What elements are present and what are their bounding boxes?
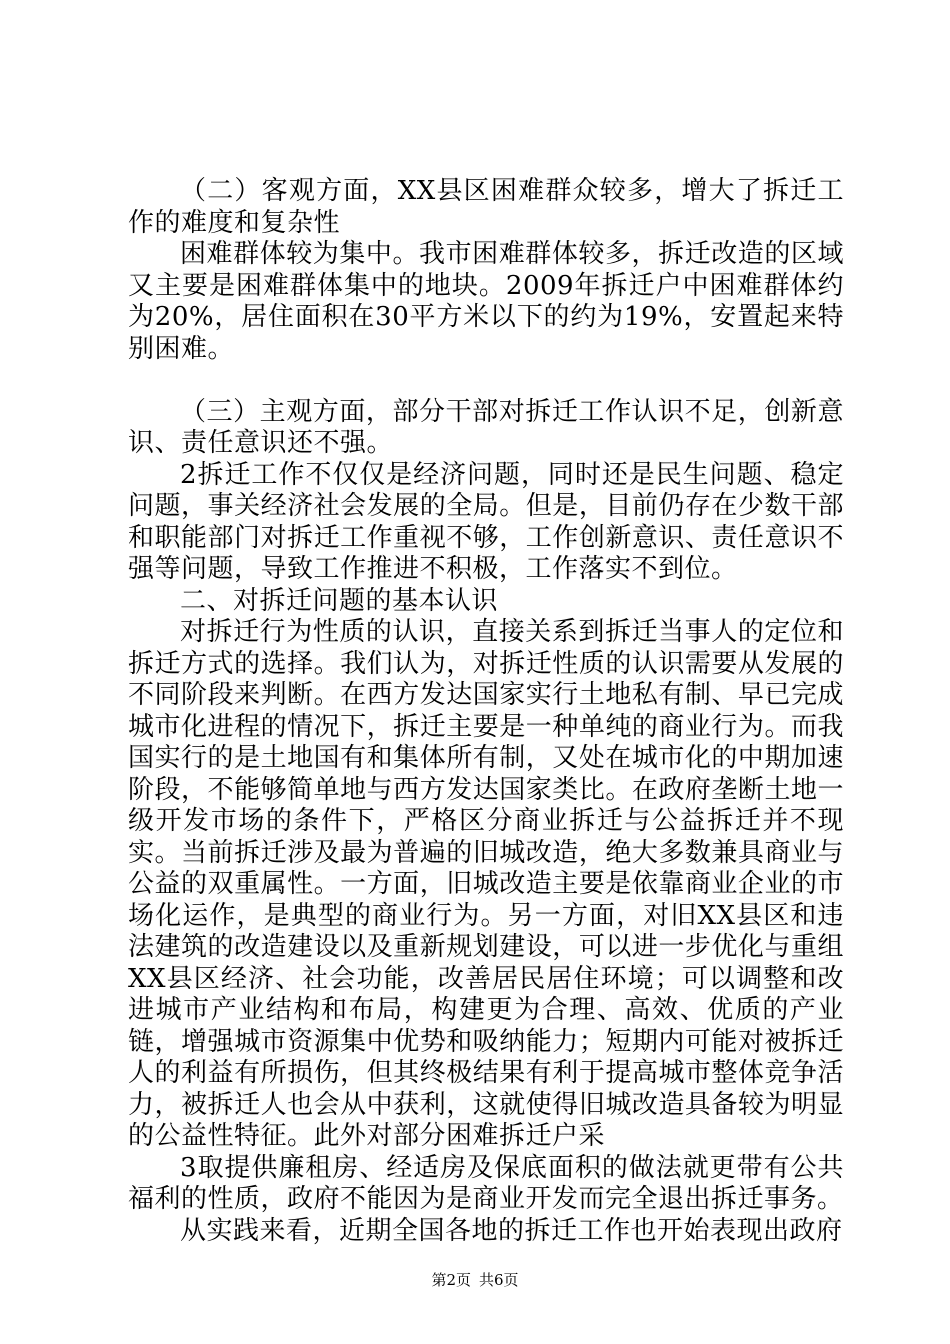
- paragraph-public-welfare: 3取提供廉租房、经适房及保底面积的做法就更带有公共福利的性质，政府不能因为是商业开发而完全退出拆迁事务。: [128, 1152, 844, 1214]
- paragraph-livelihood: 2拆迁工作不仅仅是经济问题，同时还是民生问题、稳定问题，事关经济社会发展的全局。但是，目前仍存在少数干部和职能部门对拆迁工作重视不够，工作创新意识、责任意识不强等问题，导致工作推进不积极，工作落实不到位。: [128, 459, 844, 584]
- page-footer: [0, 1270, 950, 1290]
- document-body: [128, 176, 844, 1247]
- page-total: 共6页: [479, 1271, 519, 1289]
- page-number: 第2页: [431, 1271, 471, 1289]
- paragraph-objective-heading: （二）客观方面，XX县区困难群众较多，增大了拆迁工作的难度和复杂性: [128, 176, 844, 238]
- paragraph-practice: 从实践来看，近期全国各地的拆迁工作也开始表现出政府: [180, 1215, 843, 1246]
- paragraph-difficult-groups: 困难群体较为集中。我市困难群体较多，拆迁改造的区域又主要是困难群体集中的地块。2009年拆迁户中困难群体约为20%，居住面积在30平方米以下的约为19%，安置起来特别困难。: [128, 239, 844, 364]
- paragraph-subjective-heading: （三）主观方面，部分干部对拆迁工作认识不足，创新意识、责任意识还不强。: [128, 396, 844, 458]
- paragraph-nature-of-demolition: 对拆迁行为性质的认识，直接关系到拆迁当事人的定位和拆迁方式的选择。我们认为，对拆迁性质的认识需要从发展的不同阶段来判断。在西方发达国家实行土地私有制、早已完成城市化进程的情况下，拆迁主要是一种单纯的商业行为。而我国实行的是土地国有和集体所有制，又处在城市化的中期加速阶段，不能够简单地与西方发达国家类比。在政府垄断土地一级开发市场的条件下，严格区分商业拆迁与公益拆迁并不现实。当前拆迁涉及最为普遍的旧城改造，绝大多数兼具商业与公益的双重属性。一方面，旧城改造主要是依靠商业企业的市场化运作，是典型的商业行为。另一方面，对旧XX县区和违法建筑的改造建设以及重新规划建设，可以进一步优化与重组XX县区经济、社会功能，改善居民居住环境；可以调整和改进城市产业结构和布局，构建更为合理、高效、优质的产业链，增强城市资源集中优势和吸纳能力；短期内可能对被拆迁人的利益有所损伤，但其终极结果有利于提高城市整体竞争活力，被拆迁人也会从中获利，这就使得旧城改造具备较为明显的公益性特征。此外对部分困难拆迁户采: [128, 617, 844, 1151]
- section-heading-basic-understanding: 二、对拆迁问题的基本认识: [180, 585, 499, 616]
